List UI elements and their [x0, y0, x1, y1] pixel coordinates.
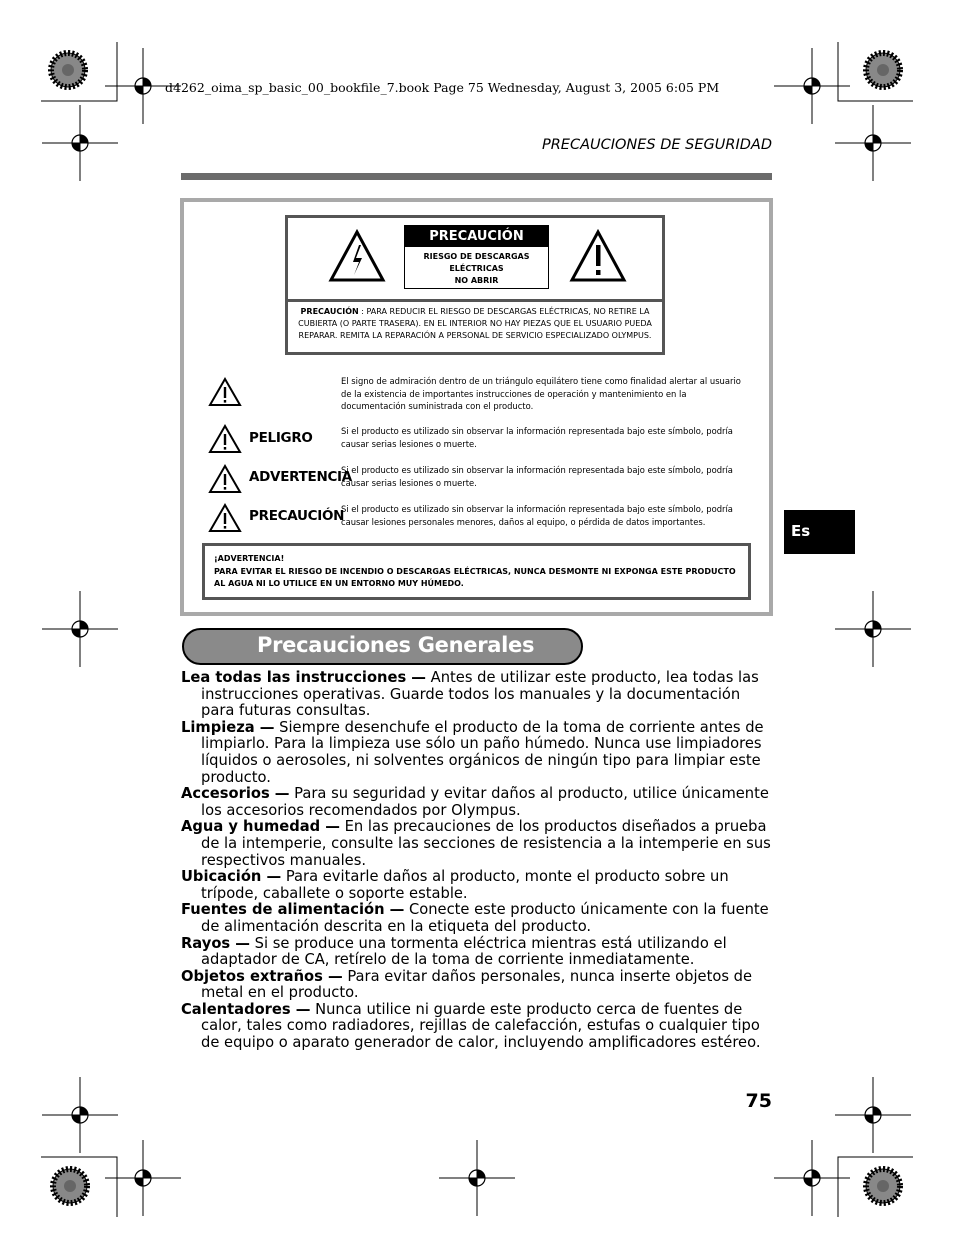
symbol-description: Si el producto es utilizado sin observar la información representada bajo este símbolo, podría causar serias lesiones o muerte.	[341, 465, 733, 488]
precaution-text: Antes de utilizar este producto, lea todas las instrucciones operativas. Guarde todos los manuales y la documentación para futuras consultas.	[201, 669, 759, 720]
precaution-term: Calentadores —	[181, 1000, 311, 1018]
precaution-paragraph	[181, 1002, 773, 1052]
symbol-label: PELIGRO	[249, 430, 313, 446]
precaution-term: Accesorios —	[181, 785, 290, 803]
precaution-text: Para su seguridad y evitar daños al producto, utilice únicamente los accesorios recomendados por Olympus.	[201, 785, 769, 819]
page-number: 75	[745, 1090, 772, 1112]
precaution-paragraph	[181, 969, 773, 1002]
registration-mark-bottom-center	[439, 1140, 515, 1216]
language-tab: Es	[784, 510, 855, 554]
registration-mark-left-upper	[42, 105, 118, 181]
general-precautions-list	[181, 670, 773, 1052]
exclamation-triangle-icon	[208, 503, 242, 533]
caution-title: PRECAUCIÓN	[405, 226, 548, 247]
caution-line: ELÉCTRICAS	[449, 264, 504, 273]
registration-mark-right-lower	[835, 1077, 911, 1153]
registration-mark-right-middle	[835, 591, 911, 667]
precaution-term: Lea todas las instrucciones —	[181, 669, 426, 686]
precaution-text: Siempre desenchufe el producto de la toma de corriente antes de limpiarlo. Para la limpieza use sólo un paño húmedo. Nunca use limpiadores líquidos o aerosoles, ni solventes orgánicos de ningún tipo para limpiar este producto.	[201, 718, 764, 786]
warning-text: PARA EVITAR EL RIESGO DE INCENDIO O DESCARGAS ELÉCTRICAS, NUNCA DESMONTE NI EXPONGA ESTE PRODUCTO AL AGUA NI LO UTILICE EN UN ENTORNO MUY HÚMEDO.	[214, 566, 736, 588]
header-rule	[181, 173, 772, 180]
exclamation-triangle-icon	[208, 464, 242, 494]
symbol-row-peligro	[208, 424, 748, 454]
caution-line: RIESGO DE DESCARGAS	[423, 252, 530, 261]
color-target-bottom-right	[866, 1169, 900, 1203]
warning-heading: ¡ADVERTENCIA!	[214, 554, 285, 563]
precaution-paragraph	[181, 869, 773, 902]
precaution-text: Conecte este producto únicamente con la fuente de alimentación descrita en la etiqueta del producto.	[201, 901, 769, 935]
precaution-text: Para evitar daños personales, nunca inserte objetos de metal en el producto.	[201, 967, 753, 1002]
lightning-bolt-warning-icon	[328, 229, 386, 283]
caution-label	[285, 215, 665, 355]
registration-mark-bottom-right	[774, 1140, 850, 1216]
caution-center-box	[404, 225, 549, 289]
symbol-row-advertencia	[208, 463, 748, 493]
precaution-paragraph	[181, 936, 773, 969]
symbol-description: El signo de admiración dentro de un triángulo equilátero tiene como finalidad alertar al usuario de la existencia de importantes instrucciones de operación y mantenimiento en la documentación suministrada con el producto.	[341, 376, 741, 411]
exclamation-warning-icon	[569, 229, 627, 283]
precaution-paragraph	[181, 670, 773, 720]
precaution-text: Nunca utilice ni guarde este producto cerca de fuentes de calor, tales como radiadores, rejillas de calefacción, estufas o cualquier tipo de equipo o aparato generador de calor, incluyendo amplificadores estéreo.	[201, 1000, 761, 1052]
exclamation-triangle-icon	[208, 377, 242, 407]
caution-text-bold: PRECAUCIÓN	[300, 307, 359, 316]
precaution-paragraph	[181, 819, 773, 869]
running-head: PRECAUCIONES DE SEGURIDAD	[541, 137, 772, 153]
section-heading	[182, 628, 583, 665]
symbol-description: Si el producto es utilizado sin observar la información representada bajo este símbolo, podría causar lesiones personales menores, daños al equipo, o pérdida de datos importantes.	[341, 504, 733, 527]
precaution-paragraph	[181, 786, 773, 819]
precaution-term: Agua y humedad —	[181, 818, 340, 836]
color-target-top-right	[866, 53, 900, 87]
precaution-term: Ubicación —	[181, 868, 282, 886]
exclamation-triangle-icon	[208, 424, 242, 454]
caution-line: NO ABRIR	[454, 276, 499, 285]
precaution-term: Fuentes de alimentación —	[181, 901, 405, 919]
color-target-bottom-left	[53, 1169, 87, 1203]
symbol-label: PRECAUCIÓN	[249, 508, 345, 524]
symbol-description: Si el producto es utilizado sin observar la información representada bajo este símbolo, podría causar serias lesiones o muerte.	[341, 426, 733, 449]
registration-mark-left-lower	[42, 1077, 118, 1153]
section-title: Precauciones Generales	[257, 633, 535, 657]
fire-shock-warning-box	[202, 543, 751, 600]
caution-label-top	[288, 218, 662, 302]
color-target-top-left	[51, 53, 85, 87]
caution-text-body: : PARA REDUCIR EL RIESGO DE DESCARGAS ELÉCTRICAS, NO RETIRE LA CUBIERTA (O PARTE TRASERA). EN EL INTERIOR NO HAY PIEZAS QUE EL USUARIO PUEDA REPARAR. REMITA LA REPARACIÓN A PERSONAL DE SERVICIO ESPECIALIZADO OLYMPUS.	[298, 307, 652, 340]
precaution-term: Objetos extraños —	[181, 967, 343, 985]
registration-mark-right-upper	[835, 105, 911, 181]
caution-text	[288, 302, 662, 342]
registration-mark-top-right	[774, 48, 850, 124]
precaution-text: En las precauciones de los productos diseñados a prueba de la intemperie, consulte las secciones de resistencia a la intemperie en sus respectivos manuales.	[201, 818, 771, 869]
book-file-header: d4262_oima_sp_basic_00_bookfile_7.book Page 75 Wednesday, August 3, 2005 6:05 PM	[165, 80, 720, 95]
precaution-text: Para evitarle daños al producto, monte el producto sobre un trípode, caballete o soporte estable.	[201, 868, 729, 902]
precaution-text: Si se produce una tormenta eléctrica mientras está utilizando el adaptador de CA, retírelo de la toma de corriente inmediatamente.	[201, 934, 727, 969]
symbol-label: ADVERTENCIA	[249, 469, 352, 485]
precaution-paragraph	[181, 902, 773, 935]
symbol-row-precaucion	[208, 502, 748, 532]
registration-mark-left-middle	[42, 591, 118, 667]
caution-subtitle	[405, 247, 548, 287]
precaution-term: Limpieza —	[181, 718, 275, 736]
precaution-paragraph	[181, 720, 773, 786]
precaution-term: Rayos —	[181, 934, 250, 952]
registration-mark-bottom-left	[105, 1140, 181, 1216]
symbol-row-info	[208, 375, 748, 415]
